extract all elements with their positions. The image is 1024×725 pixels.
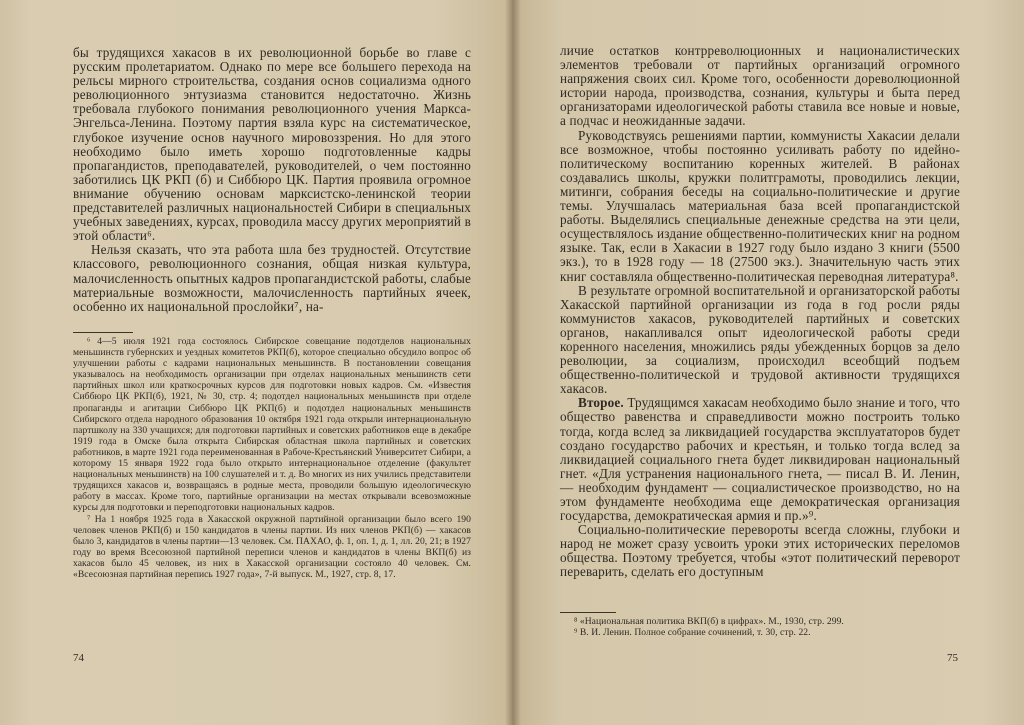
footnote-6: ⁶ 4—5 июля 1921 года состоялось Сибирское совещание подотделов национальных меньшинств губернских и уездных комитетов РКП(б), которое специально обсудило вопрос об улучшении работы с кадрами национальных меньшинств. В постановлении совещания указывалось на необходимость организации при отделах национальных меньшинств сети партийных школ или краткосрочных курсов для подготовки новых кадров. См. «Известия Сиббюро ЦК РКП(б), 1921, № 30, стр. 4; подотдел национальных меньшинств при отделе пропаганды и агитации Сиббюро ЦК РКП(б) и подотдел национальных меньшинств Сибирского отдела народного образования 10 октября 1921 года открыли интернациональную партшколу на 330 учащихся; для подготовки партийных и советских работников еще в декабре 1919 года в Омске была открыта Сибирская областная школа партийных и советских работников, в марте 1921 года переименованная в Рабоче-Крестьянский Университет Сибири, а которому 15 января 1922 года было открыто интернациональное отделение (факультет национальных меньшинств) на 100 слушателей и т. д. Во многих из них учились представители трудящихся хакасов и, возвращаясь в родные места, проводили большую идеологическую работу в массах. Кроме того, партийные организации на местах открывали всевозможные курсы для подготовки и переподготовки национальных кадров. [73,336,471,514]
left-main-text [73,46,471,314]
left-paragraph-2: Нельзя сказать, что эта работа шла без трудностей. Отсутствие классового, революционного сознания, общая низкая культура, малочисленность опытных кадров пропагандистской работы, слабые материальные возможности, малочисленность партийных ячеек, особенно их национальной прослойки⁷, на- [73,242,471,314]
page-number-right: 75 [947,652,958,664]
right-paragraph-1: личие остатков контрреволюционных и националистических элементов требовали от партийных организаций огромного напряжения своих сил. Кроме того, особенности дореволюционной истории народа, производства, сознания, культуры и быта перед организаторами идеологической работы ставила все новые и новые, а подчас и неожиданные задачи. [560,43,960,129]
left-paragraph-1: бы трудящихся хакасов в их революционной борьбе во главе с русским пролетариатом. Однако по мере все большего перехода на рельсы мирного строительства, создания основ социализма одного революционного энтузиазма становится недостаточно. Жизнь требовала глубокого понимания революционного учения Маркса-Энгельса-Ленина. Поэтому партия взяла курс на систематическое, глубокое изучение основ научного мировоззрения. Но для этого необходимо было иметь хорошо подготовленные кадры пропагандистов, преподавателей, руководителей, о чем постоянно заботились ЦК РКП (б) и Сиббюро ЦК. Партия проявила огромное внимание обучению основам марксистско-ленинской теории представителей различных национальностей Сибири в специальных учебных заведениях, курсах, проводила массу других мероприятий в этой области⁶. [73,45,471,244]
right-paragraph-4-body: Трудящимся хакасам необходимо было знание и того, что общество равенства и справедливости можно построить только тогда, когда вслед за ликвидацией государства эксплуататоров будет создано государство рабочих и крестьян, и только тогда вслед за ликвидацией социального гнета будет ликвидирован национальный гнет. «Для устранения национального гнета, — писал В. И. Ленин, — необходим фундамент — социалистическое производство, но на этом фундаменте необходима еще демократическая организация государства, демократическая армия и пр.»⁹. [560,395,960,524]
footnote-7: ⁷ На 1 ноября 1925 года в Хакасской окружной партийной организации было всего 190 человек членов РКП(б) и 150 кандидатов в члены партии. Из них членов РКП(б) — хакасов было 3, кандидатов в члены партии—13 человек. См. ПАХАО, ф. 1, оп. 1, д. 1, лл. 20, 21; в 1927 году во время Всесоюзной партийной переписи членов и кандидатов в члены ВКП(б) из хакасов было 45 человек, из них в Хакасской организации состояло 40 человек. См. «Всесоюзная партийная перепись 1927 года», 7-й выпуск. М., 1927, стр. 8, 17. [73,513,471,580]
lead-word: Второе. [578,395,624,411]
right-paragraph-5: Социально-политические перевороты всегда сложны, глубоки и народ не может сразу усвоить уроки этих исторических переломов общества. Поэтому требуется, чтобы «этот политический переворот переварить, сделать его доступным [560,522,960,580]
right-paragraph-2: Руководствуясь решениями партии, коммунисты Хакасии делали все возможное, чтобы постоянно усиливать работу по идейно-политическому воспитанию коренных жителей. В районах создавались школы, кружки политграмоты, проводились лекции, митинги, собрания беседы на социально-политические и другие темы. Улучшалась материальная база всей пропагандистской работы. Выделялись специальные денежные средства на эти цели, осуществлялось издание общественно-политических книг на родном языке. Так, если в Хакасии в 1927 году было издано 3 книги (5500 экз.), то в 1928 году — 18 (27500 экз.). Значительную часть этих книг составляла общественно-политическая переводная литература⁸. [560,127,960,284]
footnote-8: ⁸ «Национальная политика ВКП(б) в цифрах». М., 1930, стр. 299. [574,616,844,627]
right-paragraph-3: В результате огромной воспитательной и организаторской работы Хакасской партийной организации из года в год росли ряды коммунистов хакасов, руководителей партийных и советских органов, накапливался опыт идеологической работы среди коренного населения, множились ряды убежденных борцов за дело революции, за социализм, происходил всеобщий подъем общественно-политической и трудовой активности трудящихся хакасов. [560,282,960,397]
right-page [512,0,1024,725]
footnote-separator [560,612,616,613]
footnote-separator [73,332,133,333]
right-paragraph-4 [560,396,960,523]
right-main-text [560,44,960,580]
page-number-left: 74 [73,652,84,664]
left-footnotes [73,336,471,580]
right-footnotes [560,616,960,638]
footnote-9: ⁹ В. И. Ленин. Полное собрание сочинений, т. 30, стр. 22. [574,627,811,639]
book-gutter [505,0,521,725]
